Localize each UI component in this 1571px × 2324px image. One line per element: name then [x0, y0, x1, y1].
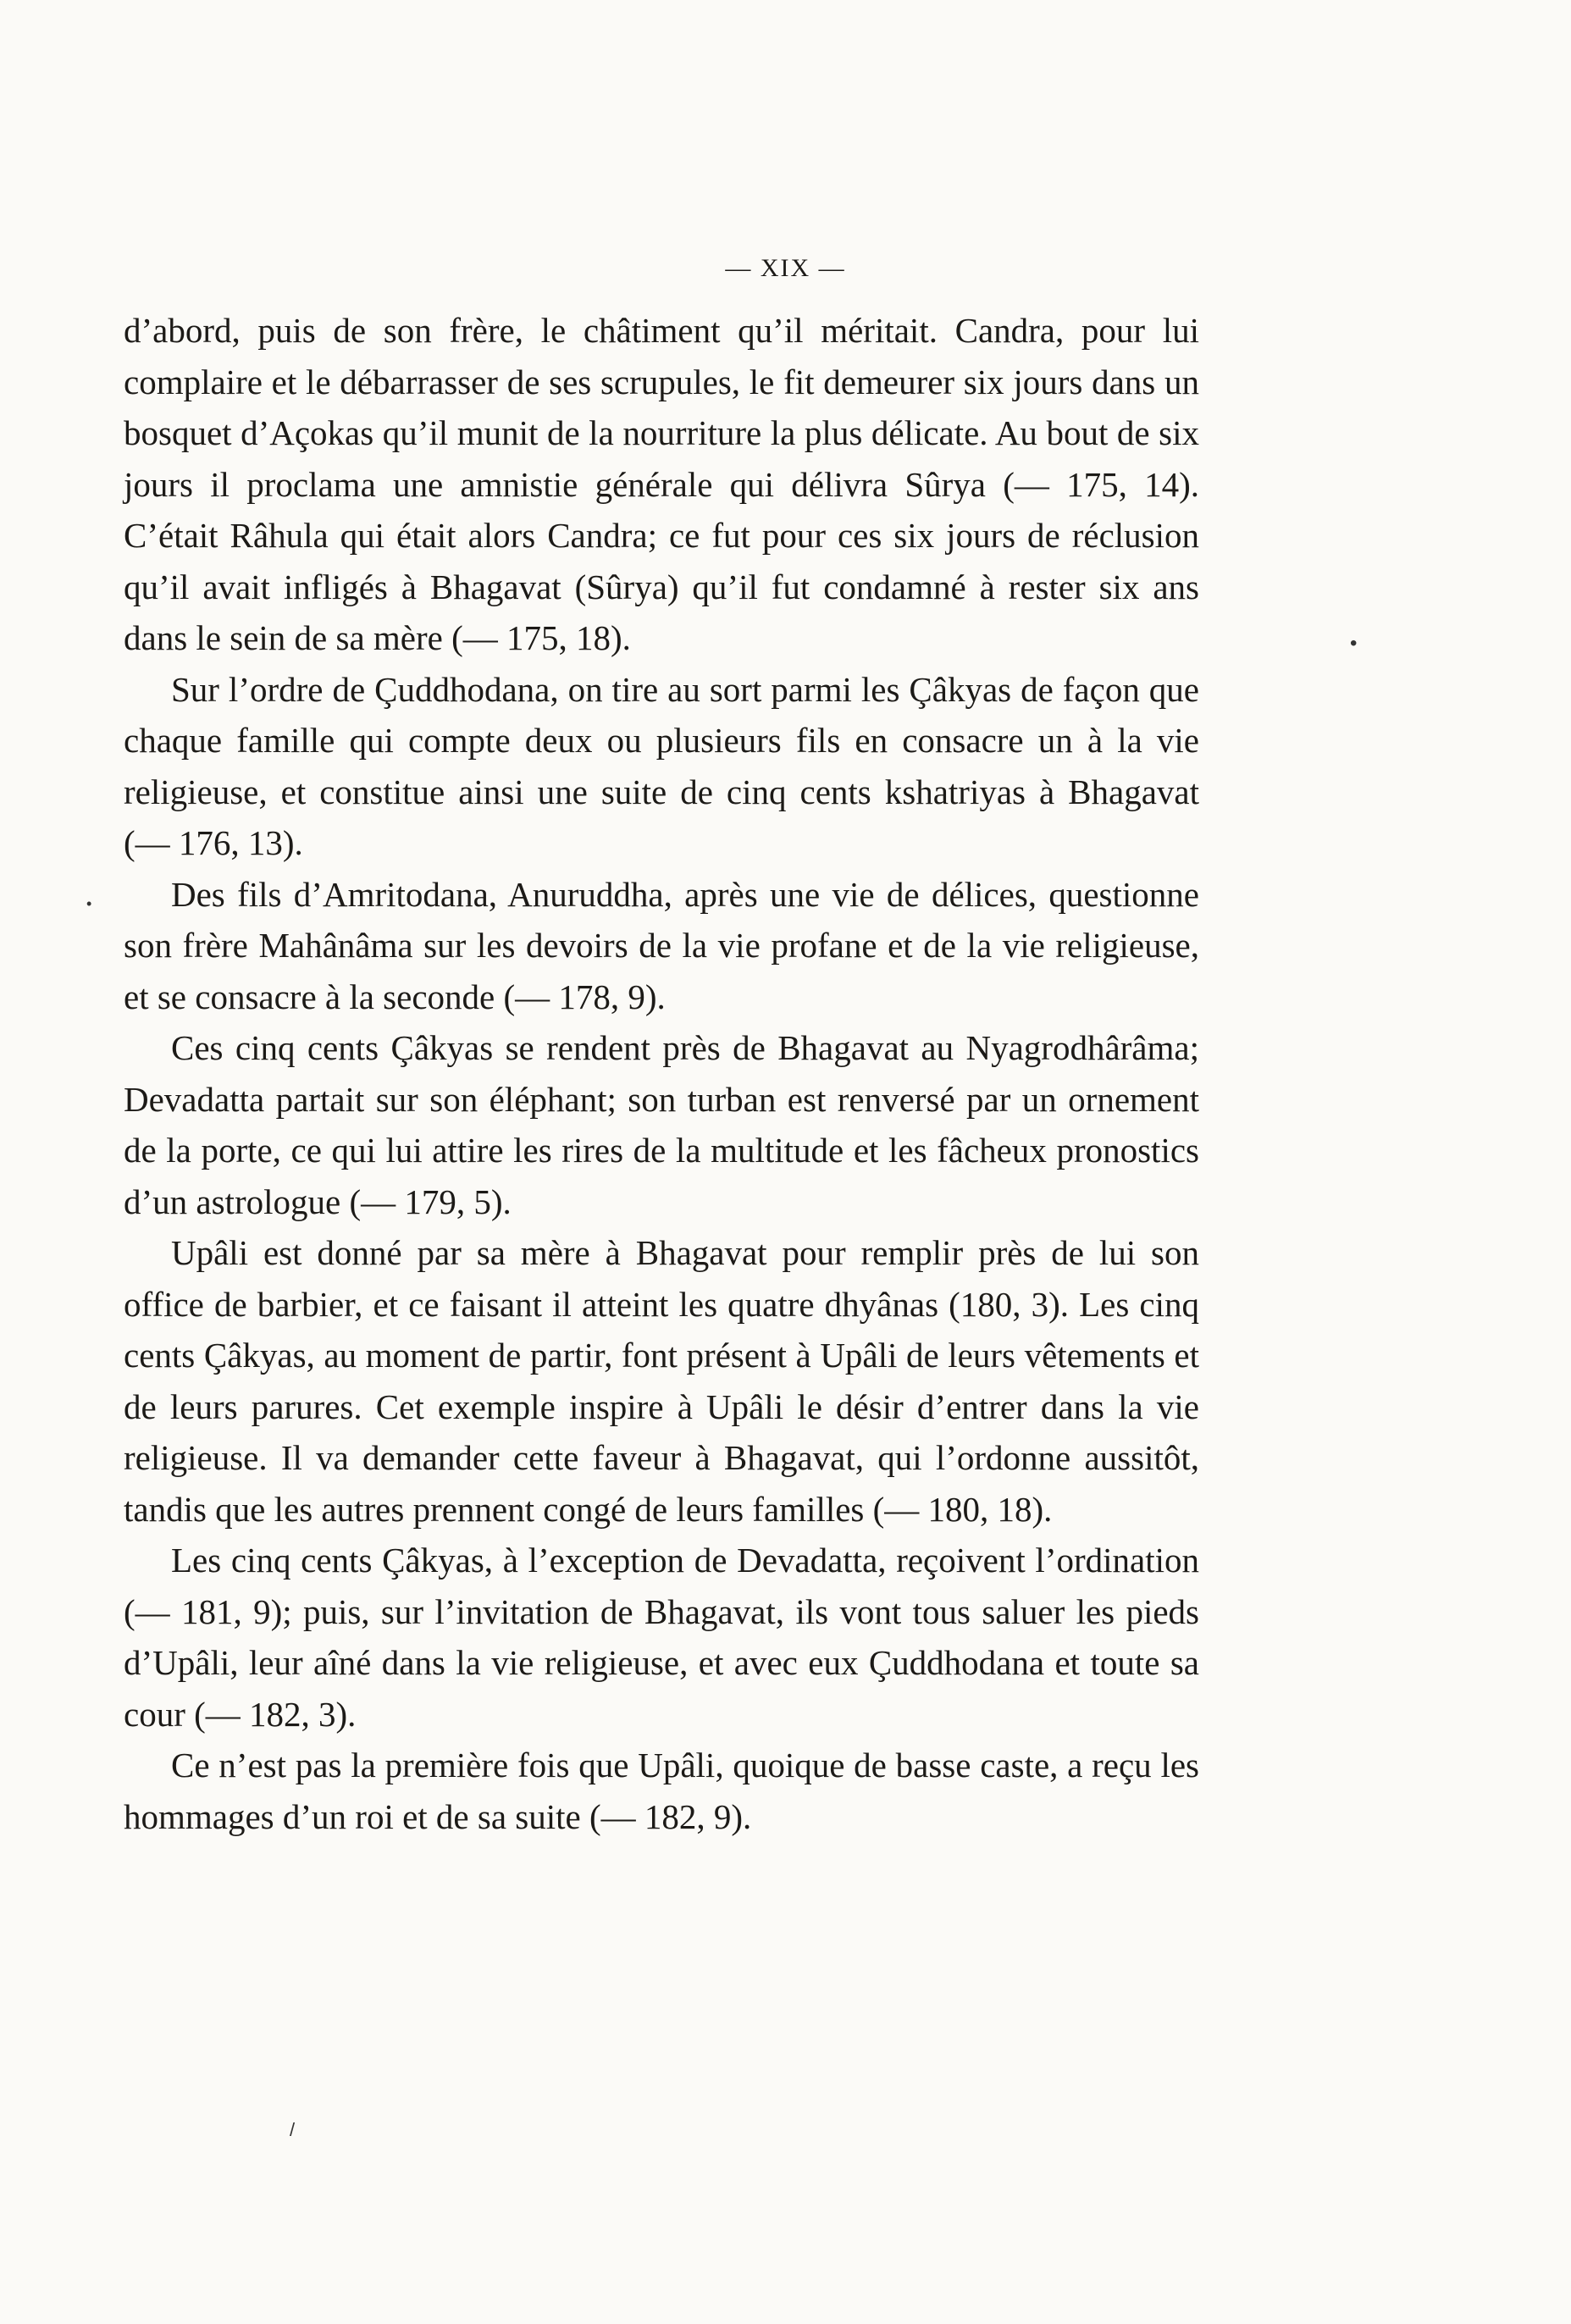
paragraph-6: Les cinq cents Çâkyas, à l’exception de Devadatta, reçoivent l’ordination (— 181, 9); puis, sur l’invitation de Bhagavat, ils vont tous saluer les pieds d’Upâli, leur aîné dans la vie religieuse, et avec eux Çuddhodana et toute sa cour (— 182, 3).	[124, 1541, 1199, 1734]
paragraph-5: Upâli est donné par sa mère à Bhagavat pour remplir près de lui son office de barbier, et ce faisant il atteint les quatre dhyânas (180, 3). Les cinq cents Çâkyas, au moment de partir, font présent à Upâli de leurs vêtements et de leurs parures. Cet exemple inspire à Upâli le désir d’entrer dans la vie religieuse. Il va demander cette faveur à Bhagavat, qui l’ordonne aussitôt, tandis que les autres prennent congé de leurs familles (— 180, 18).	[124, 1233, 1199, 1529]
paragraph-2: Sur l’ordre de Çuddhodana, on tire au sort parmi les Çâkyas de façon que chaque famille qui compte deux ou plusieurs fils en consacre un à la vie religieuse, et constitue ainsi une suite de cinq cents kshatriyas à Bhagavat (— 176, 13).	[124, 669, 1199, 862]
paragraph-1: d’abord, puis de son frère, le châtiment qu’il méritait. Candra, pour lui complaire et le débarrasser de ses scrupules, le fit demeurer six jours dans un bosquet d’Açokas qu’il munit de la nourriture la plus délicate. Au bout de six jours il proclama une amnistie générale qui délivra Sûrya (— 175, 14). C’était Râhula qui était alors Candra; ce fut pour ces six jours de réclusion qu’il avait infligés à Bhagavat (Sûrya) qu’il fut condamné à rester six ans dans le sein de sa mère (— 175, 18).	[124, 311, 1199, 657]
body-text	[124, 305, 1199, 1842]
paragraph-4: Ces cinq cents Çâkyas se rendent près de Bhagavat au Nyagrodhârâma; Devadatta partait sur son éléphant; son turban est renversé par un ornement de la porte, ce qui lui attire les rires de la multitude et les fâcheux pronostics d’un astrologue (— 179, 5).	[124, 1028, 1199, 1221]
paragraph-7: Ce n’est pas la première fois que Upâli, quoique de basse caste, a reçu les hommages d’un roi et de sa suite (— 182, 9).	[124, 1746, 1199, 1836]
scan-speck: /	[290, 2119, 296, 2140]
scan-speck: •	[86, 895, 92, 912]
scan-speck: •	[1350, 632, 1358, 655]
running-head-page-number: — XIX —	[725, 254, 846, 282]
paragraph-3: Des fils d’Amritodana, Anuruddha, après une vie de délices, questionne son frère Mahânâma sur les devoirs de la vie profane et de la vie religieuse, et se consacre à la seconde (— 178, 9).	[124, 874, 1199, 1016]
